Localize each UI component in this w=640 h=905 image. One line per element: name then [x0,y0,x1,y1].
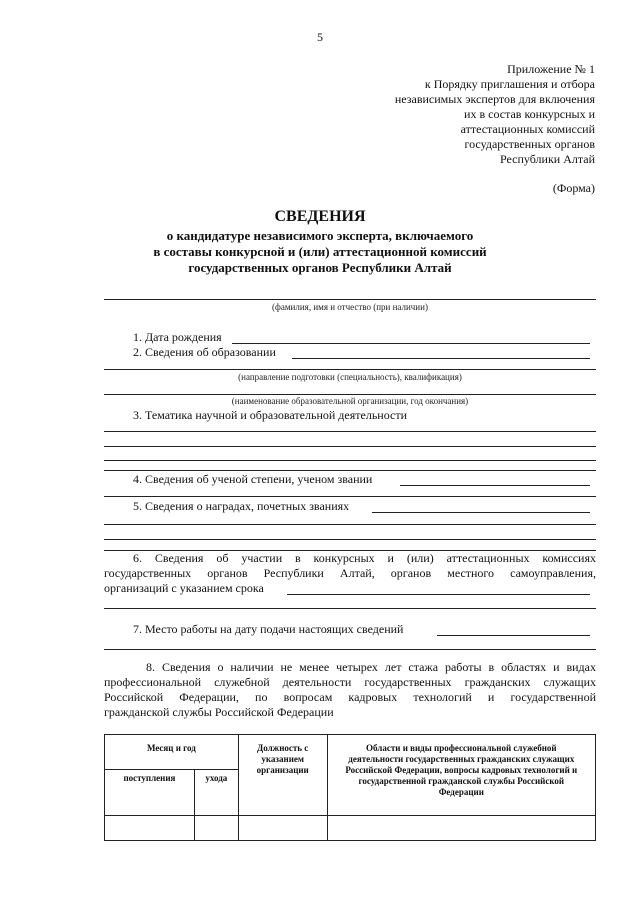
workplace-label: 7. Место работы на дату подачи настоящих сведений [133,622,404,636]
awards-field-line[interactable] [104,524,596,525]
appendix-line: аттестационных комиссий [460,122,595,136]
education-organization-line[interactable] [104,394,596,395]
appendix-line: государственных органов [464,137,595,151]
table-cell[interactable] [194,816,238,841]
awards-field-line[interactable] [372,512,590,513]
education-label: 2. Сведения об образовании [133,345,276,359]
activity-label: 3. Тематика научной и образовательной деятельности [133,408,408,422]
appendix-line: их в состав конкурсных и [464,107,595,121]
workplace-field-line[interactable] [104,649,596,650]
appendix-line: независимых экспертов для включения [394,92,595,106]
activity-field-line[interactable] [104,431,596,432]
table-cell[interactable] [105,816,195,841]
table-cell[interactable] [238,816,327,841]
title-line: государственных органов Республики Алтай [188,260,452,275]
fio-field-line[interactable] [104,299,596,300]
appendix-line: Приложение № 1 [507,62,595,76]
activity-field-line[interactable] [104,446,596,447]
participation-line: 6. Сведения об участии в конкурсных и (или) аттестационных комиссиях [133,551,596,565]
direction-caption: (направление подготовки (специальность), квалификация) [238,372,462,382]
activity-field-line[interactable] [104,460,596,461]
degree-label: 4. Сведения об ученой степени, ученом звании [133,472,373,486]
organization-caption: (наименование образовательной организации, год окончания) [231,396,469,406]
title-line: в составы конкурсной и (или) аттестационной комиссий [153,244,487,259]
table-cell[interactable] [327,816,595,841]
workplace-field-line[interactable] [437,635,590,636]
appendix-note [395,62,595,167]
experience-line: Российской Федерации, по вопросам кадровых технологий и государственной [104,690,596,704]
awards-field-line[interactable] [104,539,596,540]
experience-line: профессиональной служебной деятельности государственных гражданских служащих [104,675,596,689]
month-year-header: Месяц и год [105,735,239,770]
awards-label: 5. Сведения о наградах, почетных званиях [133,499,350,513]
experience-table [104,734,596,841]
participation-field-line[interactable] [287,594,590,595]
participation-line: государственных органов Республики Алтай, органов местного самоуправления, [104,566,596,580]
experience-line: гражданской службы Российской Федерации [104,705,334,719]
appendix-line: Республики Алтай [500,152,595,166]
title-main: СВЕДЕНИЯ [274,208,366,225]
education-field-line[interactable] [292,358,590,359]
participation-field-line[interactable] [104,608,596,609]
degree-field-line[interactable] [400,485,590,486]
form-label: (Форма) [552,181,595,195]
participation-line: организаций с указанием срока [104,581,264,595]
birth-field-line[interactable] [232,343,590,344]
document-title [0,208,640,276]
experience-line: 8. Сведения о наличии не менее четырех лет стажа работы в областях и видах [146,660,596,674]
education-direction-line[interactable] [104,369,596,370]
table-row [105,816,596,841]
title-line: о кандидатуре независимого эксперта, включаемого [166,228,474,243]
page-number: 5 [317,30,323,44]
areas-header: Области и виды профессиональной служебной деятельности государственных гражданских служащих Российской Федерации, вопросы кадровых технологий и государственной гражданской службы Российской Федерации [327,735,595,816]
position-header: Должность с указанием организации [238,735,327,816]
end-header: ухода [194,770,238,816]
fio-caption: (фамилия, имя и отчество (при наличии) [272,302,428,312]
appendix-line: к Порядку приглашения и отбора [424,77,595,91]
activity-field-line[interactable] [104,470,596,471]
birth-label: 1. Дата рождения [133,330,222,344]
degree-field-line[interactable] [104,496,596,497]
start-header: поступления [105,770,195,816]
